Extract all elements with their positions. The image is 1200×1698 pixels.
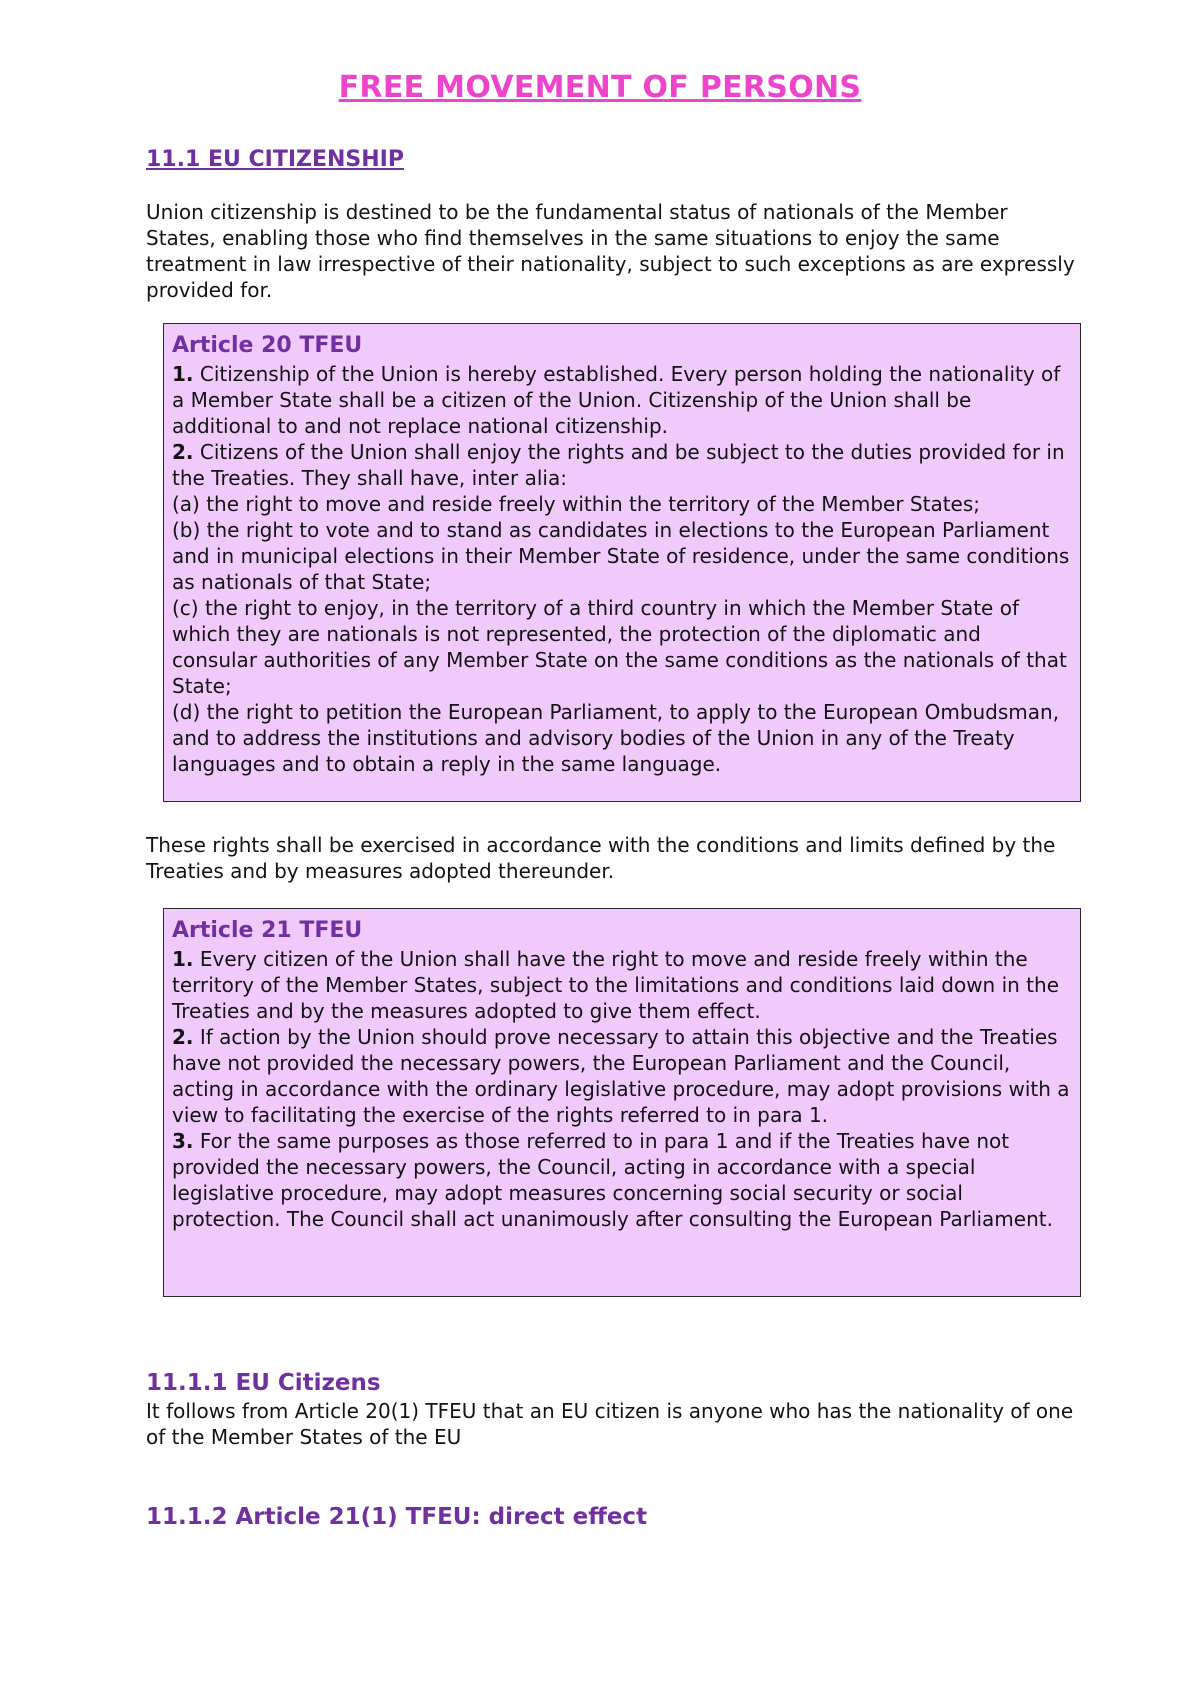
article-20-subitem-a: (a) the right to move and reside freely within the territory of the Member States; (172, 492, 981, 516)
section-heading-direct-effect: 11.1.2 Article 21(1) TFEU: direct effect (146, 1504, 648, 1530)
article-20-box (163, 323, 1081, 802)
article-21-para-2-text: If action by the Union should prove necessary to attain this objective and the Treaties have not provided the necessary powers, the European Parliament and the Council, acting in accordance with the ordinary legislative procedure, may adopt provisions with a view to facilitating the exercise of the rights referred to in para 1. (172, 1025, 1070, 1127)
article-20-title: Article 20 TFEU (172, 333, 363, 358)
article-20-para-1-text: Citizenship of the Union is hereby established. Every person holding the nationality of a Member State shall be a citizen of the Union. Citizenship of the Union shall be additional to and not replace national citizenship. (172, 362, 1061, 438)
article-21-para-3-number: 3. (172, 1129, 194, 1153)
article-21-para-1-text: Every citizen of the Union shall have the right to move and reside freely within the territory of the Member States, subject to the limitations and conditions laid down in the Treaties and by the measures adopted to give them effect. (172, 947, 1059, 1023)
section-heading-eu-citizenship: 11.1 EU CITIZENSHIP (146, 147, 404, 172)
article-21-para-3-text: For the same purposes as those referred to in para 1 and if the Treaties have not provided the necessary powers, the Council, acting in accordance with a special legislative procedure, may adopt measures concerning social security or social protection. The Council shall act unanimously after consulting the European Parliament. (172, 1129, 1053, 1231)
article-21-para-2 (172, 1024, 1070, 1128)
article-21-para-1-number: 1. (172, 947, 194, 971)
article-20-para-2-text: Citizens of the Union shall enjoy the rights and be subject to the duties provided for in the Treaties. They shall have, inter alia: (172, 440, 1065, 490)
rights-note-paragraph: These rights shall be exercised in accordance with the conditions and limits defined by the Treaties and by measures adopted thereunder. (146, 833, 1056, 883)
document-title: FREE MOVEMENT OF PERSONS (338, 70, 862, 105)
section-heading-eu-citizens: 11.1.1 EU Citizens (146, 1370, 381, 1396)
citizenship-intro-paragraph: Union citizenship is destined to be the fundamental status of nationals of the Member States, enabling those who find themselves in the same situations to enjoy the same treatment in law irrespective of their nationality, subject to such exceptions as are expressly provided for. (146, 200, 1075, 302)
article-20-para-2 (172, 439, 1070, 491)
article-21-title: Article 21 TFEU (172, 918, 363, 943)
article-21-para-2-number: 2. (172, 1025, 194, 1049)
article-21-para-1 (172, 946, 1070, 1024)
article-21-box (163, 908, 1081, 1297)
article-20-para-1 (172, 361, 1070, 439)
article-20-para-1-number: 1. (172, 362, 194, 386)
article-20-subitem-d: (d) the right to petition the European Parliament, to apply to the European Ombudsman, and to address the institutions and advisory bodies of the Union in any of the Treaty languages and to obtain a reply in the same language. (172, 700, 1060, 776)
article-21-para-3 (172, 1128, 1070, 1232)
article-20-para-2-number: 2. (172, 440, 194, 464)
eu-citizens-paragraph: It follows from Article 20(1) TFEU that an EU citizen is anyone who has the nationality of one of the Member States of the EU (146, 1399, 1074, 1449)
article-20-subitem-b: (b) the right to vote and to stand as candidates in elections to the European Parliament and in municipal elections in their Member State of residence, under the same conditions as nationals of that State; (172, 518, 1070, 594)
article-20-subitem-c: (c) the right to enjoy, in the territory of a third country in which the Member State of which they are nationals is not represented, the protection of the diplomatic and consular authorities of any Member State on the same conditions as the nationals of that State; (172, 596, 1067, 698)
